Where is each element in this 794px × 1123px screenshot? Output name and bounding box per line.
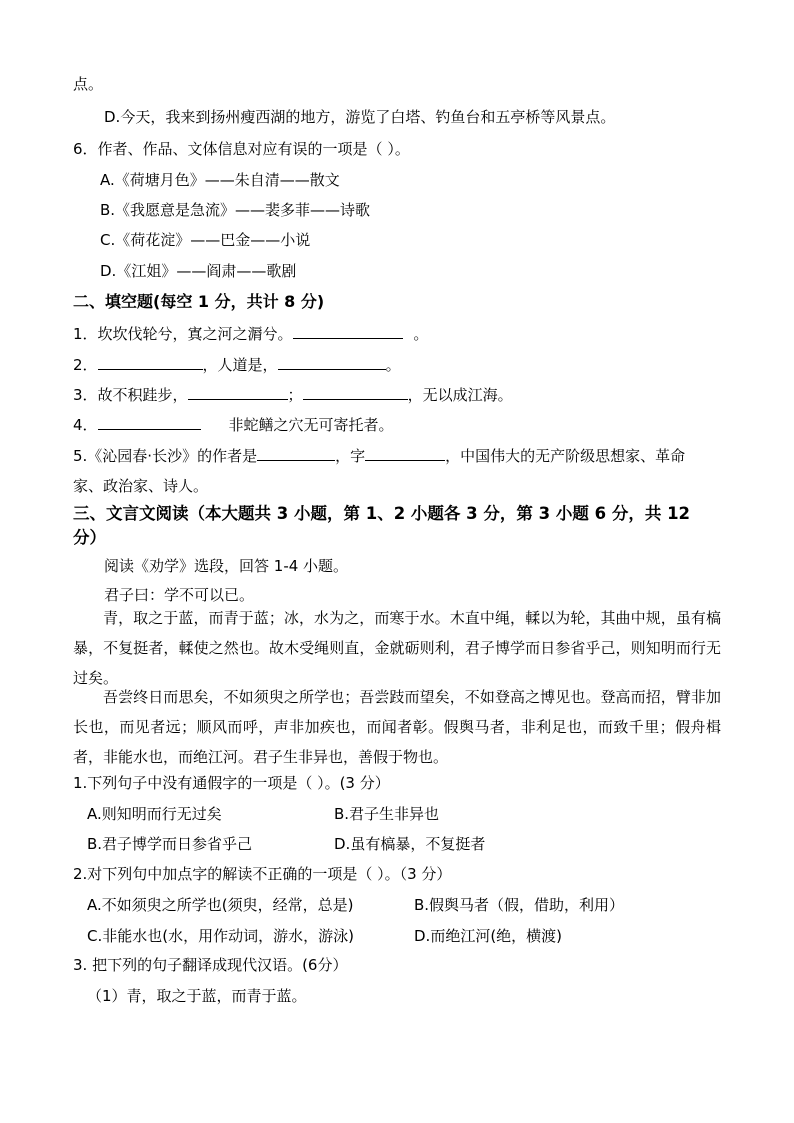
reading-question-1-option-b: B.君子生非异也 xyxy=(334,805,440,823)
blank xyxy=(98,354,203,370)
fill-question-5-cont: 家、政治家、诗人。 xyxy=(73,477,209,495)
fill-question-1: 1．坎坎伐轮兮，寘之河之漘兮。 。 xyxy=(73,325,429,343)
question-6-option-a: A.《荷塘月色》——朱自清——散文 xyxy=(100,171,340,189)
reading-question-2-option-c: C.非能水也(水，用作动词，游水，游泳) xyxy=(87,927,354,945)
blank xyxy=(303,384,408,400)
question-6-stem: 6．作者、作品、文体信息对应有误的一项是（ ）。 xyxy=(73,140,410,158)
option-d-previous: D.今天，我来到扬州瘦西湖的地方，游览了白塔、钓鱼台和五亭桥等风景点。 xyxy=(104,108,616,126)
reading-question-1-stem: 1.下列句子中没有通假字的一项是（ ）。(3 分） xyxy=(73,774,390,792)
passage-paragraph-1: 青，取之于蓝，而青于蓝；冰，水为之，而寒于水。木直中绳，輮以为轮，其曲中规，虽有槁暴，不复挺者，輮使之然也。故木受绳则直，金就砺则利，君子博学而日参省乎己，则知明而行无过矣。 xyxy=(73,609,721,687)
passage-paragraph-2: 吾尝终日而思矣，不如须臾之所学也；吾尝跂而望矣，不如登高之博见也。登高而招，臂非加长也，而见者远；顺风而呼，声非加疾也，而闻者彰。假舆马者，非利足也，而致千里；假舟楫者，非能水也，而绝江河。君子生非异也，善假于物也。 xyxy=(73,688,721,766)
fill-question-2: 2． ，人道是， 。 xyxy=(73,356,401,374)
reading-question-1-option-d: D.虽有槁暴，不复挺者 xyxy=(334,835,486,853)
section-3-title: 三、文言文阅读（本大题共 3 小题，第 1、2 小题各 3 分，第 3 小题 6 分，共 12 xyxy=(73,504,691,523)
reading-question-3-sentence-1: （1）青，取之于蓝，而青于蓝。 xyxy=(87,987,307,1005)
reading-question-2-stem: 2.对下列句中加点字的解读不正确的一项是（ ）。（3 分） xyxy=(73,865,452,883)
reading-question-1-option-a: A.则知明而行无过矣 xyxy=(87,805,222,823)
blank xyxy=(365,445,445,461)
section-3-title-cont: 分） xyxy=(73,528,106,547)
continued-text: 点。 xyxy=(73,75,104,93)
question-6-option-d: D.《江姐》——阎肃——歌剧 xyxy=(100,262,297,280)
blank xyxy=(293,323,403,339)
reading-question-3-stem: 3. 把下列的句子翻译成现代汉语。(6分） xyxy=(73,956,348,974)
reading-question-2-option-d: D.而绝江河(绝，横渡) xyxy=(414,927,563,945)
fill-question-5: 5.《沁园春·长沙》的作者是 ，字 ，中国伟大的无产阶级思想家、革命 xyxy=(73,447,686,465)
reading-question-1-option-c: B.君子博学而日参省乎己 xyxy=(87,835,253,853)
blank xyxy=(98,414,201,430)
question-6-option-c: C.《荷花淀》——巴金——小说 xyxy=(100,231,311,249)
blank xyxy=(278,354,386,370)
passage-opening: 君子曰：学不可以已。 xyxy=(104,586,255,604)
fill-question-4: 4． 非蛇鳝之穴无可寄托者。 xyxy=(73,416,394,434)
reading-question-2-option-a: A.不如须臾之所学也(须臾，经常，总是) xyxy=(87,896,354,914)
blank xyxy=(257,445,335,461)
fill-question-3: 3．故不积跬步， ； ，无以成江海。 xyxy=(73,386,513,404)
reading-question-2-option-b: B.假舆马者（假，借助，利用） xyxy=(414,896,625,914)
question-6-option-b: B.《我愿意是急流》——裴多菲——诗歌 xyxy=(100,201,371,219)
blank xyxy=(188,384,288,400)
reading-intro: 阅读《劝学》选段，回答 1-4 小题。 xyxy=(104,557,349,575)
section-2-title: 二、填空题(每空 1 分，共计 8 分) xyxy=(73,292,325,311)
